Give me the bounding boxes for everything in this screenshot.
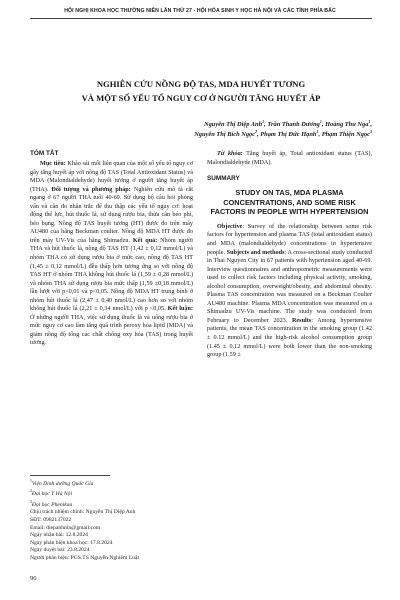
left-column	[30, 150, 193, 348]
date-accepted: Ngày duyệt bài: 23.8.2024	[30, 547, 90, 554]
author-name: Nguyễn Thị Diệp Anh	[203, 121, 263, 129]
author-aff: 1	[368, 119, 371, 124]
footnotes	[30, 475, 193, 563]
title-line-2: VÀ MỘT SỐ YẾU TỐ NGUY CƠ Ở NGƯỜI TĂNG HUYẾT ÁP	[81, 93, 321, 103]
affiliation-2: $^2$Đại học Y Hà Nội	[30, 489, 72, 498]
author-aff: 1	[316, 129, 319, 134]
summary-en-heading: SUMMARY	[207, 175, 240, 183]
keywords-label: Từ khóa:	[217, 150, 243, 157]
author-name: Phạm Thiện Ngọc	[321, 131, 370, 139]
summary-en-title: STUDY ON TAS, MDA PLASMA CONCENTRATIONS, AND SOME RISK FACTORS IN PEOPLE WITH HYPERTENSION	[210, 188, 369, 217]
author-aff: 2	[255, 129, 258, 134]
author-aff: 1	[262, 119, 265, 124]
keywords-text: Tăng huyết áp, Total antioxidant status (TAS), Malondialdehyde (MDA).	[207, 150, 372, 166]
date-review: Ngày phản biện khoa học: 17.8.2024	[30, 539, 113, 546]
summary-en-text: Objective: Survey of the relationship between some risk factors for hypertension and plasma TAS (total antioxidant status) and MDA (malondialdehyde) concentrations in hypertensive people. Subjects and methods: A cross-sectional study conducted in Thai Nguyen City in 67 patients with hypertension aged 40-69. Interview questionnaires and anthropometric measurements were used to collect risk factors including physical activity, smoking, alcohol consumption, overweight/obesity, and abdominal obesity. Plasma TAS concentration was measured on a Beckman Coulter AU480 machine. Plasma MDA concentration was measured on a Shimadzu UV-Vis machine. The study was conducted from February to December 2023. Results: Among hypertensive patients, the mean TAS concentration in the smoking group (1.42 ± 0.12 mmol/L) and the high-risk alcohol consumption group (1.45 ± 0.12 mmol/L) were both lower than the non-smoking group (1.59 ±	[207, 222, 372, 359]
authors-line-2: Nguyễn Thị Bích Ngọc$^2$, Phạm Thị Đức Hạnh$^1$, Phạm Thiện Ngọc$^3$	[194, 129, 372, 139]
title-line-1: NGHIÊN CỨU NỒNG ĐỘ TAS, MDA HUYẾT TƯƠNG	[96, 79, 306, 89]
author-name: Phạm Thị Đức Hạnh	[260, 131, 317, 139]
affiliation-1: $^1$Viện Dinh dưỡng Quốc Gia	[30, 479, 94, 487]
phone: SĐT: 0982137022	[30, 516, 72, 523]
author-aff: 1	[319, 119, 322, 124]
summary-vi-text: Mục tiêu: Khảo sát mối liên quan của một số yếu tố nguy cơ gây tăng huyết áp với nồng độ TAS (Total Antioxidant Status) và MDA (Malondialdehyde) huyết tương ở người tăng huyết áp (THA). Đối tượng và phương pháp: Nghiên cứu mô tả cắt ngang ở 67 người THA tuổi 40-69. Sử dụng bộ câu hỏi phỏng vấn và cân đo nhân trắc để thu thập các yếu tố nguy cơ: hoạt động thể lực, hút thuốc lá, sử dụng rượu bia, thừa cân béo phì, béo bụng. Nồng độ TAS huyết tương (HT) được đo trên máy AU480 của hãng Beckman coulter. Nồng độ MDA HT được đo trên máy UV-Vis của hãng Shimadzu. Kết quả: Nhóm người THA và hút thuốc lá, nồng độ TAS HT (1,42 ± 0,12 mmol/L) và nhóm THA có sử dụng rượu bia ở mức cao, nồng độ TAS HT (1,45 ± 0,12 mmol/L) đều thấp hơn tương ứng so với nồng độ TAS HT ở nhóm THA không hút thuốc lá (1,59 ± 0,28 mmol/L) và nhóm THA sử dụng rượu bia mức thấp (1,59 ±0,18 mmol/L) lần lượt với p<0,01 và p<0,05. Nồng độ MDA HT trung bình ở nhóm hút thuốc lá (2,47 ± 0,40 nmol/L) cao hơn so với nhóm không hút thuốc lá (2,21 ± 0,34 nmol/L) với p <0,05. Kết luận: Ở những người THA, việc sử dụng thuốc lá và uống rượu bia ở mức nguy cơ cao làm tăng quá trình peroxy hóa lipid (MDA) và giảm nồng độ tổng các chất chống oxy hóa (TAS) trong huyết tương.	[30, 160, 194, 347]
affiliation-3: $^3$Đại học Phenikaa	[30, 499, 73, 508]
email: Email: diepanhnin@gmail.com	[30, 524, 101, 531]
author-aff: 3	[370, 129, 372, 134]
authors-line-1: Nguyễn Thị Diệp Anh$^1$, Trần Thanh Dương$^1$, Hoàng Thu Nga$^1$,	[203, 119, 372, 129]
author-name: Nguyễn Thị Bích Ngọc	[194, 131, 256, 139]
reviewer: Người phản biện: PGS.TS Nguyễn Nghiêm Luật	[30, 554, 139, 561]
author-name: Trần Thanh Dương	[267, 121, 320, 129]
journal-header: HỘI NGHỊ KHOA HỌC THƯỜNG NIÊN LẦN THỨ 27 - HỘI HÓA SINH Y HỌC HÀ NỘI VÀ CÁC TỈNH PHÍA BẮC	[64, 8, 336, 14]
keywords	[207, 150, 372, 167]
date-received: Ngày nhận bài: 12.8.2024	[30, 532, 88, 539]
footnote-rule	[30, 475, 110, 476]
corresponding-author: Chịu trách nhiệm chính: Nguyễn Thị Diệp Anh	[30, 509, 136, 516]
summary-vi-heading: TÓM TẮT	[30, 150, 59, 157]
right-column	[207, 150, 372, 360]
page-number: 96	[30, 575, 37, 582]
header-rule	[30, 18, 372, 19]
author-name: Hoàng Thu Nga	[325, 121, 369, 129]
